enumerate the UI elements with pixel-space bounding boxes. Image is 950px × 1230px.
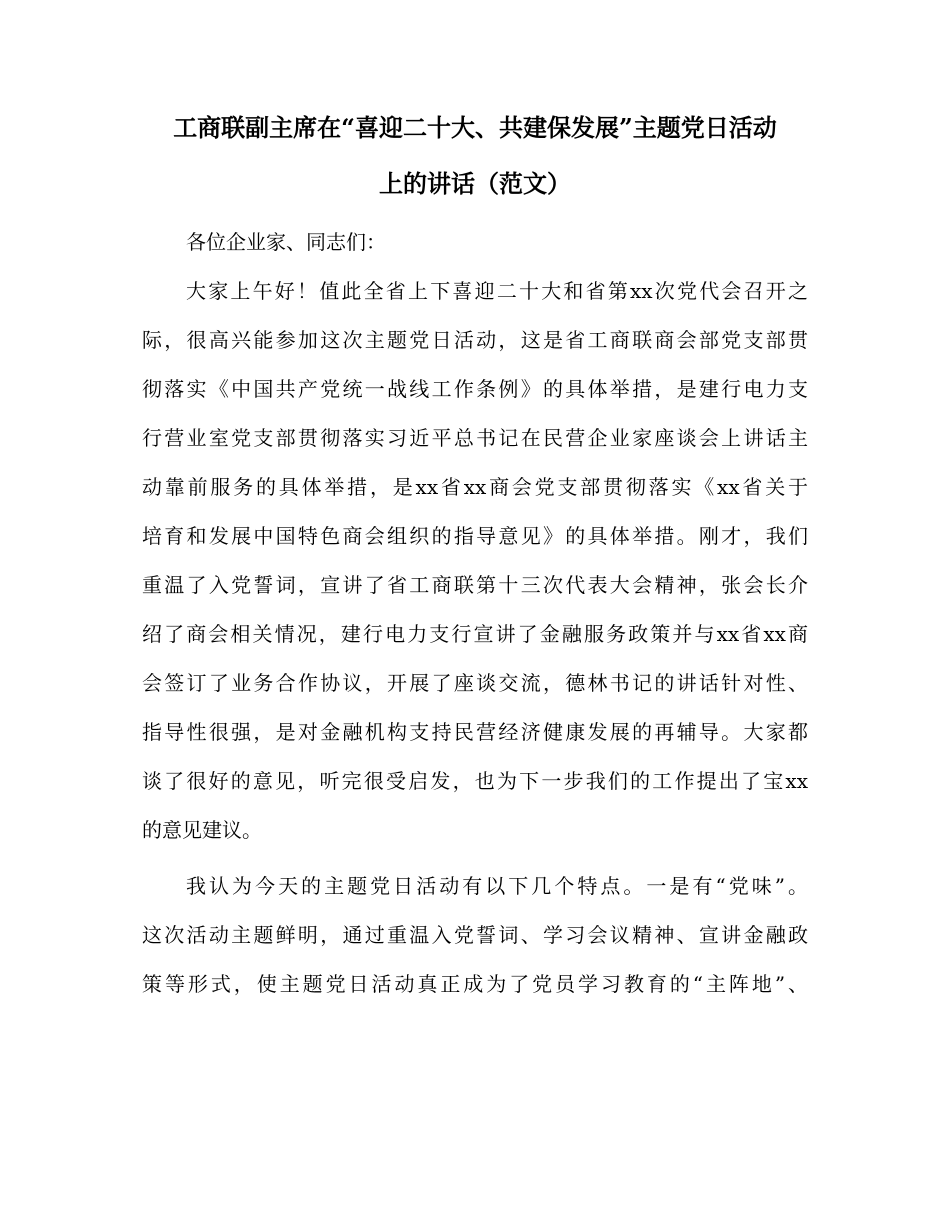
paragraph-1-line-1: 大家上午好！值此全省上下喜迎二十大和省第xx次党代会召开之 [186,279,808,303]
document-title-line-2: 上的讲话（范文） [379,169,571,198]
paragraph-1-line-12: 的意见建议。 [142,818,262,842]
paragraph-1-line-3: 彻落实《中国共产党统一战线工作条例》的具体举措，是建行电力支 [142,377,808,401]
paragraph-2-line-3: 策等形式，使主题党日活动真正成为了党员学习教育的“主阵地”、 [142,972,808,996]
paragraph-1-line-10: 指导性很强，是对金融机构支持民营经济健康发展的再辅导。大家都 [142,720,808,744]
document-title-line-1: 工商联副主席在“喜迎二十大、共建保发展”主题党日活动 [173,113,777,142]
paragraph-1-line-4: 行营业室党支部贯彻落实习近平总书记在民营企业家座谈会上讲话主 [142,426,808,450]
paragraph-2-line-2: 这次活动主题鲜明，通过重温入党誓词、学习会议精神、宣讲金融政 [142,923,808,947]
paragraph-1-line-7: 重温了入党誓词，宣讲了省工商联第十三次代表大会精神，张会长介 [142,573,808,597]
paragraph-1-line-2: 际，很高兴能参加这次主题党日活动，这是省工商联商会部党支部贯 [142,328,808,352]
paragraph-1-line-6: 培育和发展中国特色商会组织的指导意见》的具体举措。刚才，我们 [142,524,808,548]
paragraph-2-line-1: 我认为今天的主题党日活动有以下几个特点。一是有“党味”。 [186,874,808,898]
paragraph-1-line-11: 谈了很好的意见，听完很受启发，也为下一步我们的工作提出了宝xx [142,769,808,793]
paragraph-1-line-9: 会签订了业务合作协议，开展了座谈交流，德林书记的讲话针对性、 [142,671,808,695]
salutation: 各位企业家、同志们： [186,230,386,254]
paragraph-1-line-8: 绍了商会相关情况，建行电力支行宣讲了金融服务政策并与xx省xx商 [142,622,808,646]
paragraph-1-line-5: 动靠前服务的具体举措，是xx省xx商会党支部贯彻落实《xx省关于 [142,475,808,499]
